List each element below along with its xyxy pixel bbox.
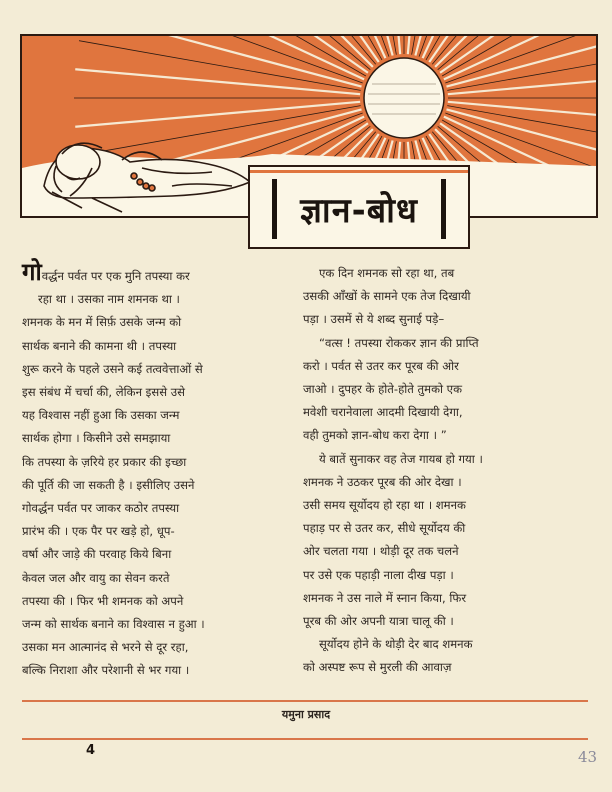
left-line-3: शमनक के मन में सिर्फ़ उसके जन्म को [22, 315, 182, 330]
right-line-12: पहाड़ पर से उतर कर, सीधे सूर्योदय की [303, 521, 466, 536]
sun-ray [118, 36, 366, 76]
drop-cap: गो [22, 258, 42, 286]
right-line-1: एक दिन शमनक सो रहा था, तब [319, 266, 455, 280]
left-line-1-text: वर्द्धन पर्वत पर एक मुनि तपस्या कर [41, 269, 190, 283]
right-line-10: शमनक ने उठकर पूरब की ओर देखा । [303, 474, 462, 489]
page-title: ज्ञान-बोध [272, 179, 446, 239]
right-line-18: को अस्पष्ट रूप से मुरली की आवाज़ [303, 660, 452, 675]
sun-ray [134, 36, 368, 73]
right-line-3: पड़ा । उसमें से ये शब्द सुनाई पड़े– [303, 312, 445, 327]
sun-icon [364, 58, 444, 138]
right-line-2: उसकी आँखों के सामने एक तेज दिखायी [303, 289, 471, 304]
left-line-8: सार्थक होगा । किसीने उसे समझाया [22, 431, 171, 446]
right-line-13: ओर चलता गया । थोड़ी दूर तक चलने [303, 544, 459, 559]
sun-ray [426, 36, 569, 60]
left-line-9: कि तपस्या के ज़रिये हर प्रकार की इच्छा [22, 454, 187, 469]
left-line-12: प्रारंभ की । एक पैर पर खड़े हो, धूप- [22, 524, 175, 539]
sun-ray [444, 36, 596, 79]
sun-ray [448, 69, 596, 94]
right-line-15: शमनक ने उस नाले में स्नान किया, फिर [303, 590, 467, 605]
sun-ray [448, 102, 596, 127]
sun-ray [85, 36, 361, 87]
sun-ray [239, 36, 382, 60]
right-line-14: पर उसे एक पहाड़ी नाला दीख पड़ा । [303, 567, 454, 582]
sun-ray [75, 102, 360, 127]
footer-rule-bottom [22, 738, 588, 740]
left-column [22, 258, 292, 683]
left-line-10: की पूर्ति की जा सकती है । इसीलिए उसने [22, 477, 195, 492]
left-line-15: तपस्या की । फिर भी शमनक को अपने [22, 593, 184, 608]
footer-rule-top [22, 700, 588, 702]
left-line-14: केवल जल और वायु का सेवन करते [22, 570, 170, 585]
right-line-11: उसी समय सूर्योदय हो रहा था । शमनक [303, 498, 466, 513]
right-line-8: वही तुमको ज्ञान-बोध करा देगा । ” [303, 428, 447, 443]
left-line-18: बल्कि निराशा और परेशानी से भर गया । [22, 663, 190, 678]
right-line-7: मवेशी चरानेवाला आदमी दिखायी देगा, [303, 405, 463, 420]
left-line-4: सार्थक बनाने की कामना थी । तपस्या [22, 338, 177, 353]
right-column [303, 262, 575, 680]
left-line-17: उसका मन आत्मानंद से भरने से दूर रहा, [22, 640, 189, 655]
right-line-9: ये बातें सुनाकर वह तेज गायब हो गया । [319, 451, 483, 466]
margin-mark: 43 [578, 748, 598, 766]
sun-ray [75, 69, 360, 94]
left-line-13: वर्षा और जाड़े की परवाह किये बिना [22, 547, 172, 562]
left-line-7: यह विश्वास नहीं हुआ कि उसका जन्म [22, 408, 180, 423]
left-line-5: शुरू करने के पहले उसने कई तत्ववेत्ताओं से [22, 361, 203, 376]
right-line-6: जाओ । दुपहर के होते-होते तुमको एक [303, 382, 462, 397]
author-byline: यमुना प्रसाद [281, 708, 331, 721]
left-line-1 [22, 258, 292, 288]
left-line-11: गोवर्द्धन पर्वत पर जाकर कठोर तपस्या [22, 501, 180, 516]
sun-ray [151, 36, 370, 70]
right-line-17: सूर्योदय होने के थोड़ी देर बाद शमनक [319, 637, 473, 652]
page-number: 4 [86, 743, 96, 758]
right-line-16: पूरब की ओर अपनी यात्रा चालू की । [303, 614, 454, 629]
right-line-5: करो । पर्वत से उतर कर पूरब की ओर [303, 358, 459, 373]
left-line-16: जन्म को सार्थक बनाने का विश्वास न हुआ । [22, 617, 205, 632]
left-line-2: रहा था । उसका नाम शमनक था । [38, 292, 180, 307]
left-line-6: इस संबंध में चर्चा की, लेकिन इससे उसे [22, 385, 185, 400]
title-plaque [248, 165, 470, 249]
right-line-4: “वत्स ! तपस्या रोककर ज्ञान की प्राप्ति [319, 335, 479, 350]
